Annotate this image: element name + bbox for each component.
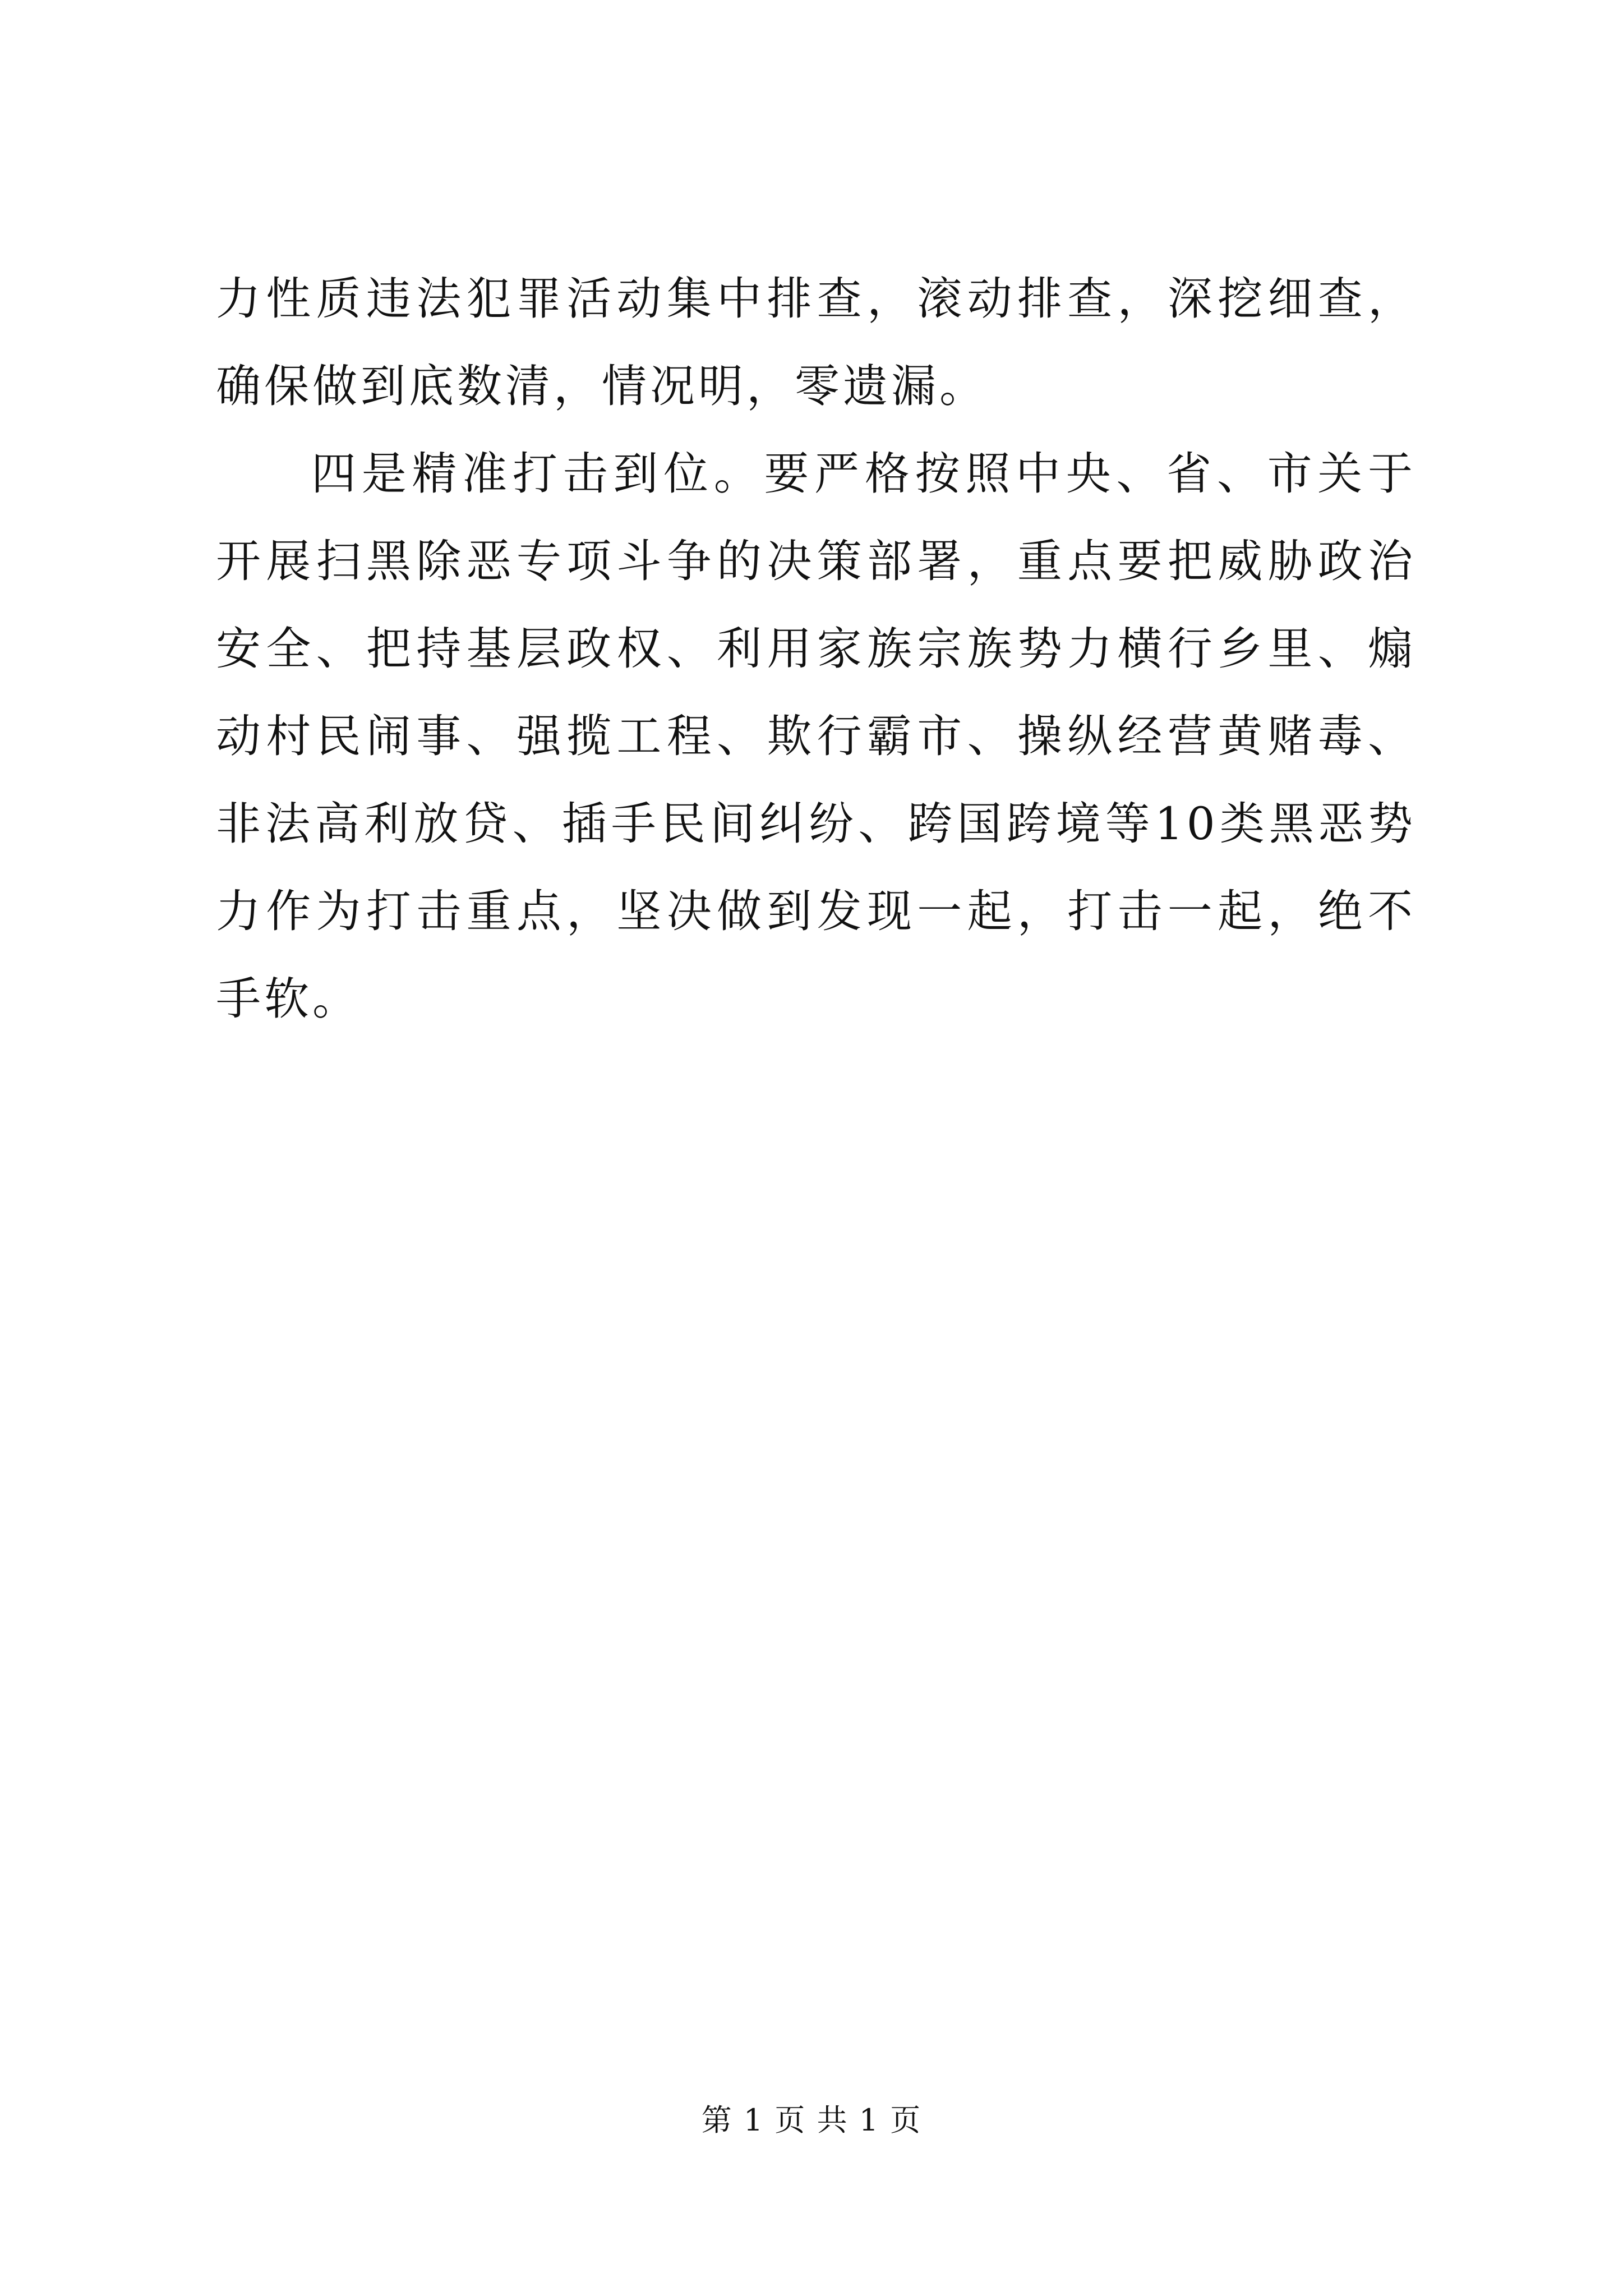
body-text — [216, 255, 1416, 1043]
page-footer: 第 1 页 共 1 页 — [701, 2102, 922, 2138]
paragraph-continued: 力性质违法犯罪活动集中排查，滚动排查，深挖细查，确保做到底数清，情况明，零遗漏。 — [216, 273, 1416, 412]
paragraph-precise-strike: 四是精准打击到位。要严格按照中央、省、市关于开展扫黑除恶专项斗争的决策部署，重点要把威胁政治安全、把持基层政权、利用家族宗族势力横行乡里、煽动村民闹事、强揽工程、欺行霸市、操纵经营黄赌毒、非法高利放贷、插手民间纠纷、跨国跨境等10类黑恶势力作为打击重点，坚决做到发现一起，打击一起，绝不手软。 — [216, 448, 1416, 1025]
